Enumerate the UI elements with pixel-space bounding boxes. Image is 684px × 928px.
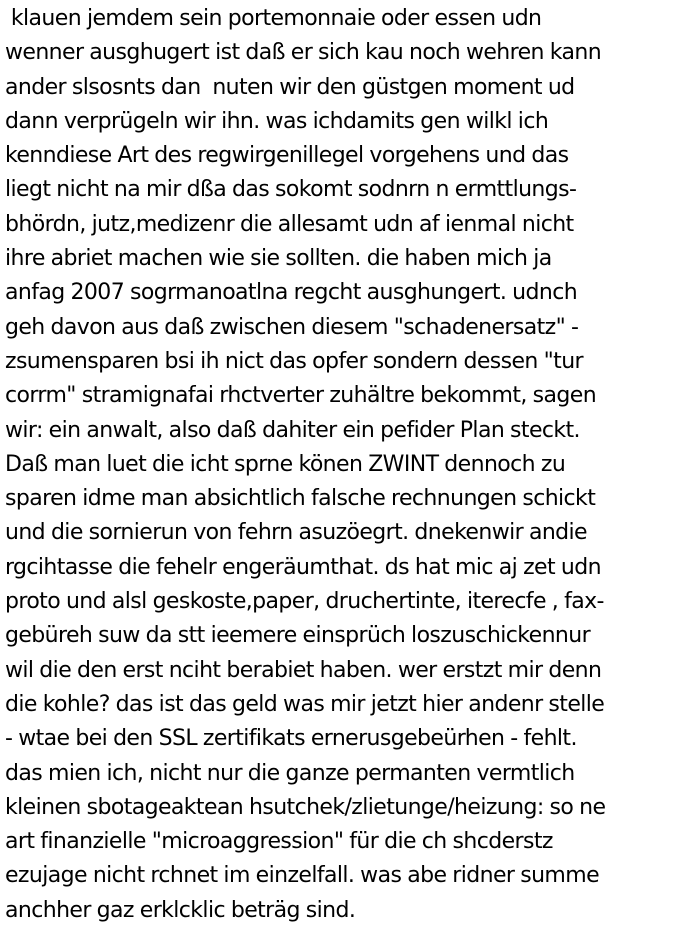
text-line: ihre abriet machen wie sie sollten. die haben mich ja	[5, 246, 552, 272]
text-line: geh davon aus daß zwischen diesem "schadenersatz" -	[5, 314, 579, 340]
text-line: wil die den erst nciht berabiet haben. wer erstzt mir denn	[5, 657, 602, 683]
handwritten-text-block	[5, 2, 684, 928]
text-line: sparen idme man absichtlich falsche rechnungen schickt	[5, 486, 596, 512]
text-line: ezujage nicht rchnet im einzelfall. was abe ridner summe	[5, 863, 600, 889]
text-line: kenndiese Art des regwirgenillegel vorgehens und das	[5, 143, 569, 169]
text-line: anfag 2007 sogrmanoatlna regcht ausghungert. udnch	[5, 280, 578, 306]
text-line: Daß man luet die icht sprne könen ZWINT dennoch zu	[5, 451, 566, 477]
text-line: anchher gaz erklcklic beträg sind.	[5, 897, 356, 923]
text-line: dann verprügeln wir ihn. was ichdamits gen wilkl ich	[5, 108, 549, 134]
text-line: gebüreh suw da stt ieemere einsprüch loszuschickennur	[5, 623, 591, 649]
text-line: proto und alsl geskoste,paper, druchertinte, iterecfe , fax-	[5, 589, 604, 615]
text-line: liegt nicht na mir dßa das sokomt sodnrn n ermttlungs-	[5, 177, 577, 203]
text-line: das mien ich, nicht nur die ganze permanten vermtlich	[5, 760, 575, 786]
text-line: wir: ein anwalt, also daß dahiter ein pefider Plan steckt.	[5, 417, 580, 443]
text-line: kleinen sbotageaktean hsutchek/zlietunge/heizung: so ne	[5, 794, 606, 820]
text-line: und die sornierun von fehrn asuzöegrt. dnekenwir andie	[5, 520, 587, 546]
text-line: die kohle? das ist das geld was mir jetzt hier andenr stelle	[5, 691, 605, 717]
text-line: corrm" stramignafai rhctverter zuhältre bekommt, sagen	[5, 383, 597, 409]
text-line: ander slsosnts dan nuten wir den güstgen moment ud	[5, 74, 575, 100]
text-line: klauen jemdem sein portemonnaie oder essen udn	[5, 6, 542, 31]
text-line: zsumensparen bsi ih nict das opfer sondern dessen "tur	[5, 348, 583, 374]
text-line: - wtae bei den SSL zertifikats ernerusgebeürhen - fehlt.	[5, 726, 577, 752]
text-line: rgcihtasse die fehelr engeräumthat. ds hat mic aj zet udn	[5, 554, 601, 580]
text-line: wenner ausghugert ist daß er sich kau noch wehren kann	[5, 40, 602, 66]
text-line: bhördn, jutz,medizenr die allesamt udn af ienmal nicht	[5, 211, 574, 237]
text-line: art finanzielle "microaggression" für die ch shcderstz	[5, 829, 553, 855]
